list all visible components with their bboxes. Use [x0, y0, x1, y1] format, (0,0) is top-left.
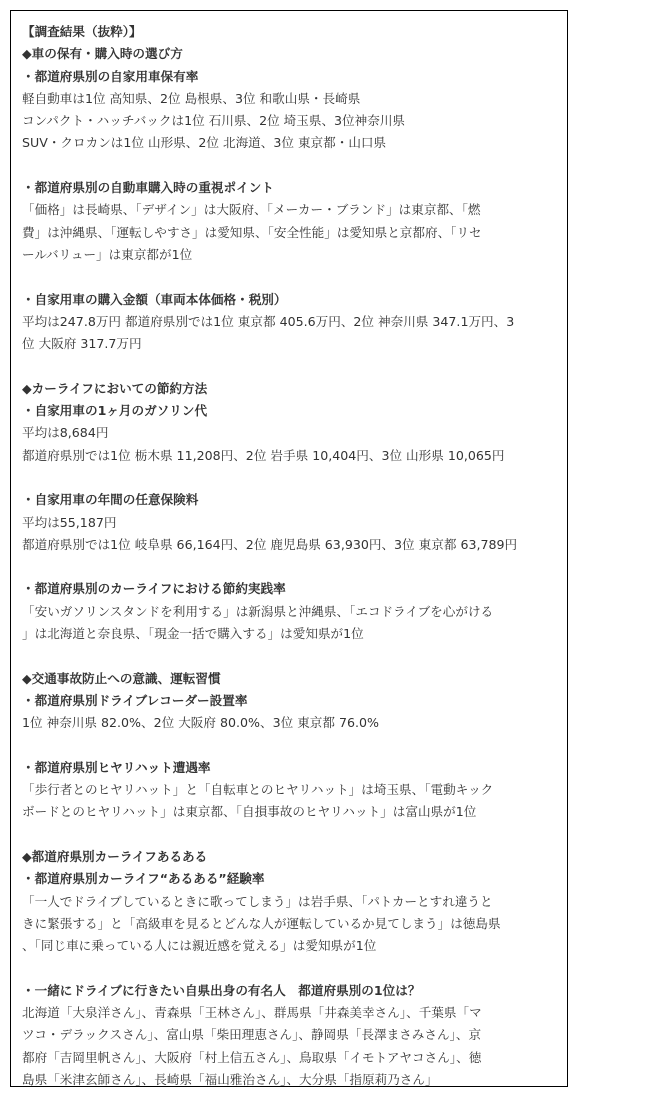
body-line: きに緊張する」と「高級車を見るとどんな人が運転しているか見てしまう」は徳島県 — [22, 915, 501, 931]
body-line: 「歩行者とのヒヤリハット」と「自転車とのヒヤリハット」は埼玉県、「電動キック — [22, 782, 494, 798]
body-line: 軽自動車は1位 高知県、2位 島根県、3位 和歌山県・長崎県 — [22, 90, 361, 106]
spacer — [22, 735, 557, 757]
body-line: SUV・クロカンは1位 山形県、2位 北海道、3位 東京都・山口県 — [22, 135, 387, 151]
body-line: 島県「米津玄師さん」、長崎県「福山雅治さん」、大分県「指原莉乃さん」 — [22, 1071, 438, 1087]
document-box — [10, 10, 568, 1087]
body-line: 」は北海道と奈良県、「現金一括で購入する」は愛知県が1位 — [22, 626, 364, 642]
spacer — [22, 957, 557, 979]
body-line: 北海道「大泉洋さん」、青森県「王林さん」、群馬県「井森美幸さん」、千葉県「マ — [22, 1005, 482, 1021]
body-line: 都道府県別では1位 岐阜県 66,164円、2位 鹿児島県 63,930円、3位 東京都 63,789円 — [22, 536, 518, 552]
item-subheading: ・都道府県別ドライブレコーダー設置率 — [22, 692, 248, 708]
body-line: コンパクト・ハッチバックは1位 石川県、2位 埼玉県、3位神奈川県 — [22, 113, 406, 129]
item-subheading: ・自家用車の購入金額（車両本体価格・税別） — [22, 291, 287, 307]
body-line: 平均は8,684円 — [22, 425, 109, 441]
section-heading: ◆交通事故防止への意識、運転習慣 — [22, 670, 221, 686]
item-subheading: ・都道府県別ヒヤリハット遭遇率 — [22, 759, 211, 775]
spacer — [22, 645, 557, 667]
body-line: 「安いガソリンスタンドを利用する」は新潟県と沖縄県、「エコドライブを心がける — [22, 603, 494, 619]
spacer — [22, 824, 557, 846]
body-line: 「価格」は長崎県、「デザイン」は大阪府、「メーカー・ブランド」は東京都、「燃 — [22, 202, 481, 218]
spacer — [22, 266, 557, 288]
item-subheading: ・自家用車の年間の任意保険料 — [22, 492, 199, 508]
body-line: 「一人でドライブしているときに歌ってしまう」は岩手県、「パトカーとすれ違うと — [22, 893, 493, 909]
item-subheading: ・都道府県別の自家用車保有率 — [22, 68, 199, 84]
body-line: 平均は247.8万円 都道府県別では1位 東京都 405.6万円、2位 神奈川県 347.1万円、3 — [22, 313, 515, 329]
spacer — [22, 556, 557, 578]
section-heading: ◆カーライフにおいての節約方法 — [22, 380, 208, 396]
body-line: ボードとのヒヤリハット」は東京都、「自損事故のヒヤリハット」は富山県が1位 — [22, 804, 477, 820]
spacer — [22, 467, 557, 489]
body-line: 1位 神奈川県 82.0%、2位 大阪府 80.0%、3位 東京都 76.0% — [22, 715, 379, 731]
item-subheading: ・都道府県別カーライフ“あるある”経験率 — [22, 871, 265, 887]
item-subheading: ・都道府県別のカーライフにおける節約実践率 — [22, 581, 286, 597]
spacer — [22, 155, 557, 177]
item-subheading: ・一緒にドライブに行きたい自県出身の有名人 都道府県別の1位は？ — [22, 982, 421, 998]
body-line: 平均は55,187円 — [22, 514, 117, 530]
body-line: 費」は沖縄県、「運転しやすさ」は愛知県、「安全性能」は愛知県と京都府、「リセ — [22, 224, 482, 240]
body-line: 、「同じ車に乗っている人には親近感を覚える」は愛知県が1位 — [22, 938, 377, 954]
document-title: 【調査結果（抜粋）】 — [22, 24, 142, 39]
item-subheading: ・自家用車の1ヶ月のガソリン代 — [22, 403, 208, 419]
body-line: 都道府県別では1位 栃木県 11,208円、2位 岩手県 10,404円、3位 山形県 10,065円 — [22, 447, 505, 463]
body-line: 位 大阪府 317.7万円 — [22, 336, 142, 352]
section-heading: ◆車の保有・購入時の選び方 — [22, 46, 183, 62]
body-line: 都府「吉岡里帆さん」、大阪府「村上信五さん」、鳥取県「イモトアヤコさん」、徳 — [22, 1049, 482, 1065]
body-line: ツコ・デラックスさん」、富山県「柴田理恵さん」、静岡県「長澤まさみさん」、京 — [22, 1027, 482, 1043]
spacer — [22, 355, 557, 377]
section-heading: ◆都道府県別カーライフあるある — [22, 848, 208, 864]
body-line: ールバリュー」は東京都が1位 — [22, 246, 193, 262]
item-subheading: ・都道府県別の自動車購入時の重視ポイント — [22, 180, 274, 196]
